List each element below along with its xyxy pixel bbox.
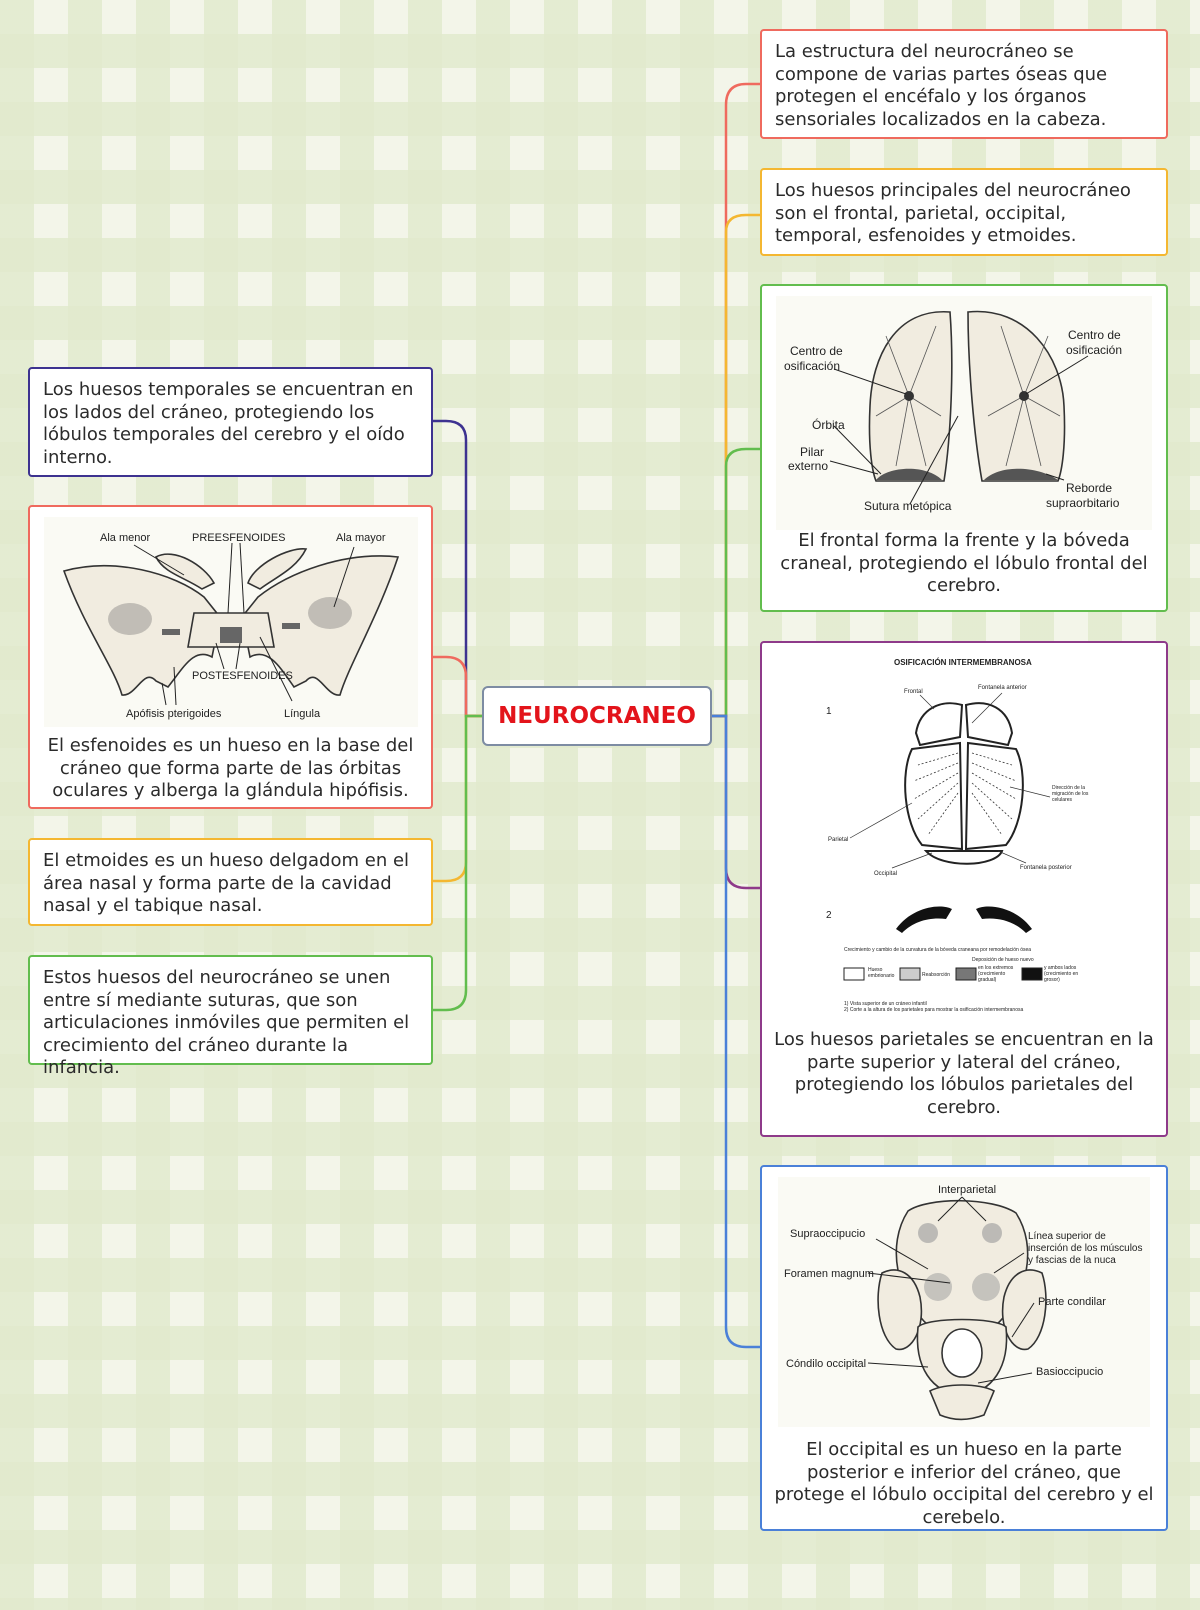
occipital-bone-figure: [778, 1177, 1150, 1427]
link-temporal: [433, 421, 482, 716]
label-fontanela-anterior: Fontanela anterior: [978, 685, 1027, 691]
label-preesfenoides: PREESFENOIDES: [191, 532, 286, 544]
sphenoid-bone-figure: [44, 517, 418, 727]
structure-node[interactable]: [760, 29, 1168, 139]
label-embrionario: embrionario: [868, 973, 895, 979]
parietal-caption: Los huesos parietales se encuentran en la parte superior y lateral del cráneo, protegiendo los lóbulos parietales del cerebro.: [774, 1029, 1154, 1118]
label-crec-grosor-2: grosor): [1044, 977, 1060, 983]
frontal-node[interactable]: [760, 284, 1168, 612]
label-parietal: Parietal: [828, 837, 849, 843]
label-deposicion: Deposición de hueso nuevo: [972, 957, 1034, 963]
label-ala-mayor: Ala mayor: [335, 532, 386, 544]
label-ossification-right-1: Centro de: [1068, 328, 1121, 342]
temporal-text: Los huesos temporales se encuentran en los lados del cráneo, protegiendo los lóbulos temporales del cerebro y el oído interno.: [43, 379, 414, 468]
label-parte-condilar: Parte condilar: [1038, 1296, 1106, 1308]
label-ossification-right-2: osificación: [1066, 343, 1123, 357]
label-nota-2: 2) Corte a la altura de los parietales para mostrar la osificación intermembranosa: [844, 1007, 1024, 1013]
link-main-bones: [712, 215, 760, 716]
occipital-node[interactable]: [760, 1165, 1168, 1531]
label-ambos-lados: y ambos lados: [1044, 965, 1077, 971]
frontal-bone-figure: [776, 296, 1152, 530]
label-linea-superior-2: inserción de los músculos: [1028, 1243, 1143, 1254]
label-lingula: Língula: [283, 708, 320, 720]
label-crecimiento: Crecimiento y cambio de la curvatura de la bóveda craneana por remodelación ósea: [844, 947, 1032, 953]
sutures-text: Estos huesos del neurocráneo se unen entre sí mediante suturas, que son articulaciones inmóviles que permiten el crecimiento del cráneo durante la infancia.: [43, 967, 410, 1078]
parietal-ossification-figure: [822, 653, 1106, 1029]
label-crec-grosor-1: (crecimiento en: [1044, 971, 1079, 977]
ethmoid-text: El etmoides es un hueso delgadom en el área nasal y forma parte de la cavidad nasal y el tabique nasal.: [43, 850, 410, 916]
parietal-node[interactable]: [760, 641, 1168, 1137]
label-ossification-left-1: Centro de: [790, 344, 843, 358]
label-reborde: Reborde: [1066, 481, 1113, 495]
label-sutura-metopica: Sutura metópica: [864, 499, 952, 513]
label-extremos: en los extremos: [978, 965, 1014, 971]
central-topic-node[interactable]: [482, 686, 712, 746]
label-reabsorcion: Reabsorción: [922, 972, 951, 978]
label-linea-superior-1: Línea superior de: [1028, 1231, 1106, 1242]
sphenoid-node[interactable]: [28, 505, 433, 809]
label-direccion-2: migración de los: [1052, 791, 1089, 797]
central-topic-title: NEUROCRANEO: [498, 703, 696, 729]
link-sphenoid: [433, 657, 482, 716]
label-foramen-magnum: Foramen magnum: [784, 1268, 874, 1280]
frontal-caption: El frontal forma la frente y la bóveda craneal, protegiendo el lóbulo frontal del cerebro.: [780, 530, 1148, 596]
link-occipital: [712, 716, 760, 1347]
label-num-2: 2: [826, 910, 832, 921]
label-supraoccipucio: Supraoccipucio: [790, 1228, 866, 1240]
label-pilar: Pilar: [800, 445, 825, 459]
link-frontal: [712, 449, 760, 716]
label-occipital: Occipital: [874, 871, 898, 877]
label-intermembranosa: OSIFICACIÓN INTERMEMBRANOSA: [894, 658, 1032, 667]
label-crec-gradual-1: (crecimiento: [978, 971, 1006, 977]
label-externo: externo: [788, 459, 829, 473]
link-sutures: [433, 716, 482, 1010]
temporal-node[interactable]: [28, 367, 433, 477]
occipital-caption: El occipital es un hueso en la parte posterior e inferior del cráneo, que protege el lóbulo occipital del cerebro y el cerebelo.: [774, 1439, 1154, 1528]
label-nota-1: 1) Vista superior de un cráneo infantil: [844, 1001, 927, 1007]
label-postesfenoides: POSTESFENOIDES: [191, 670, 293, 682]
label-interparietal: Interparietal: [938, 1184, 997, 1196]
label-basioccipucio: Basioccipucio: [1036, 1366, 1104, 1378]
label-orbita: Órbita: [812, 418, 845, 432]
link-ethmoid: [433, 716, 482, 881]
label-ossification-left-2: osificación: [784, 359, 841, 373]
structure-text: La estructura del neurocráneo se compone de varias partes óseas que protegen el encéfalo y los órganos sensoriales localizados en la cabeza.: [775, 41, 1108, 130]
main-bones-node[interactable]: [760, 168, 1168, 256]
main-bones-text: Los huesos principales del neurocráneo son el frontal, parietal, occipital, temporal, esfenoides y etmoides.: [775, 180, 1131, 246]
ethmoid-node[interactable]: [28, 838, 433, 926]
label-direccion-3: celulares: [1052, 797, 1073, 803]
sutures-node[interactable]: [28, 955, 433, 1078]
link-structure: [712, 84, 760, 716]
label-frontal: Frontal: [904, 689, 923, 695]
sphenoid-caption: El esfenoides es un hueso en la base del cráneo que forma parte de las órbitas oculares y alberga la glándula hipófisis.: [47, 735, 414, 801]
label-apofisis-pterigoides: Apófisis pterigoides: [125, 708, 221, 720]
label-condilo-occipital: Cóndilo occipital: [786, 1358, 867, 1370]
label-crec-gradual-2: gradual): [978, 977, 997, 983]
label-ala-menor: Ala menor: [99, 532, 150, 544]
label-direccion-1: Dirección de la: [1052, 785, 1086, 791]
link-parietal: [712, 716, 760, 888]
label-supraorbitario: supraorbitario: [1046, 496, 1120, 510]
label-hueso: Hueso: [868, 967, 883, 973]
label-linea-superior-3: y fascias de la nuca: [1028, 1255, 1116, 1266]
label-fontanela-posterior: Fontanela posterior: [1020, 865, 1072, 871]
label-num-1: 1: [826, 706, 832, 717]
